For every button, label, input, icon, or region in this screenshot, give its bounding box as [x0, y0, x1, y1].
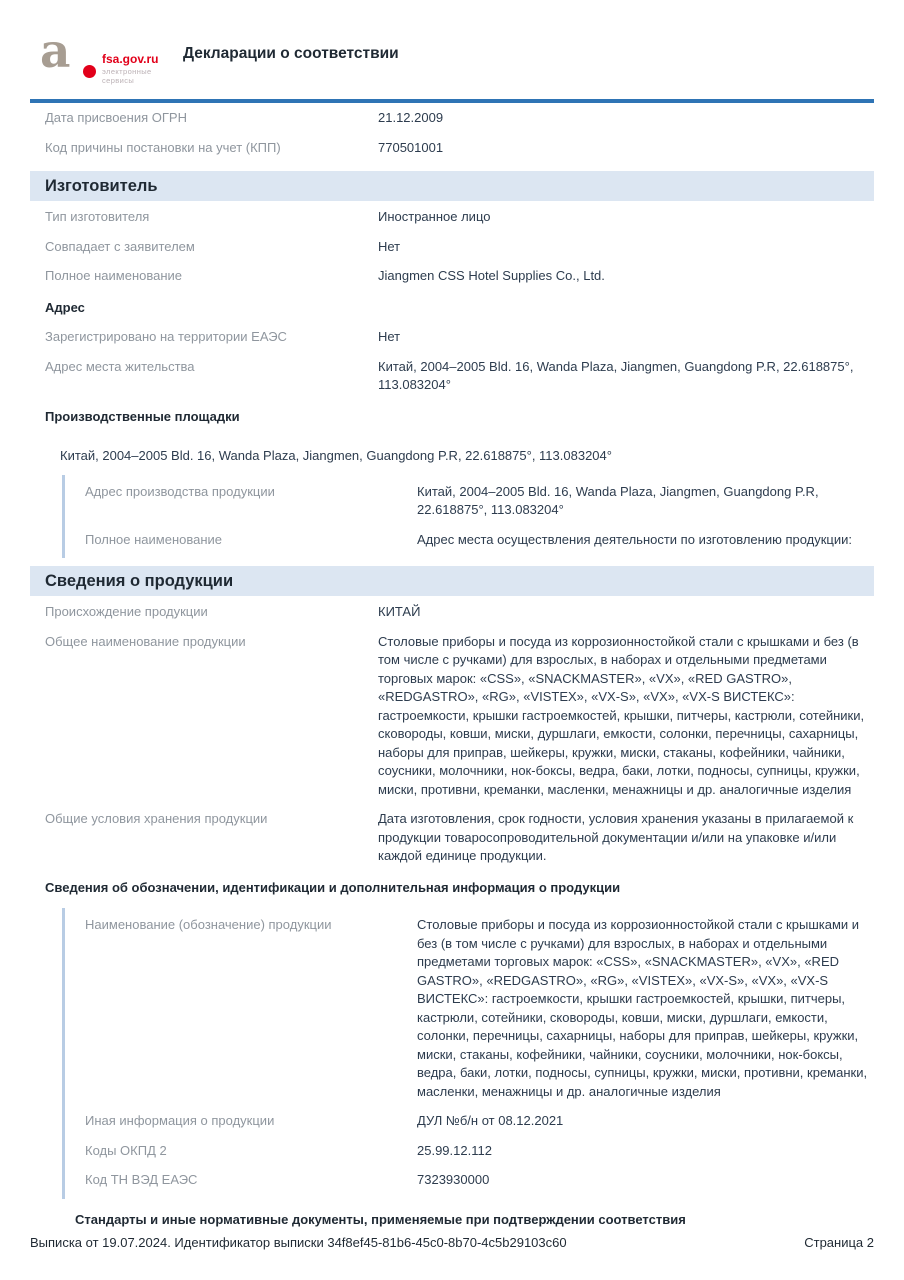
fsa-logo-a-icon: a — [40, 24, 71, 79]
subheading-identification: Сведения об обозначении, идентификации и дополнительная информация о продукции — [45, 879, 621, 895]
field-value: ДУЛ №б/н от 08.12.2021 — [417, 1113, 564, 1128]
field-value: Иностранное лицо — [378, 209, 491, 224]
field-label: Тип изготовителя — [45, 209, 150, 224]
fsa-logo-red-dot-icon — [83, 65, 96, 78]
field-row-ogrn-date — [30, 104, 874, 134]
field-row-okpd2-codes — [65, 1137, 874, 1167]
field-label: Адрес производства продукции — [85, 483, 275, 499]
field-row-tnved-code — [65, 1166, 874, 1196]
field-label: Общее наименование продукции — [45, 633, 246, 649]
fsa-logo-brand: fsa.gov.ru — [102, 52, 159, 66]
field-label: Дата присвоения ОГРН — [45, 110, 187, 125]
field-label: Иная информация о продукции — [85, 1113, 275, 1128]
field-value: Нет — [378, 238, 401, 254]
production-site-address-line: Китай, 2004–2005 Bld. 16, Wanda Plaza, Jiangmen, Guangdong P.R, 22.618875°, 113.083204° — [60, 448, 612, 463]
field-label: Полное наименование — [45, 268, 183, 283]
field-row-product-general-name — [30, 628, 874, 806]
field-label: Общие условия хранения продукции — [45, 811, 268, 826]
field-label: Код ТН ВЭД ЕАЭС — [85, 1172, 198, 1187]
field-label: Совпадает с заявителем — [45, 238, 195, 254]
field-row-full-name — [30, 262, 874, 292]
section-header-product-info: Сведения о продукции — [30, 566, 874, 596]
field-label: Происхождение продукции — [45, 604, 208, 619]
field-value: Столовые приборы и посуда из коррозионностойкой стали с крышками и без (в том числе с ручками) для взрослых, в наборах и отдельными предметами торговых марок: «CSS», «SNACKMASTER», «VX», «RED GASTRO», «REDGASTRO», «RG», «VISTEX», «VX-S», «VX», «VX-S ВИСТЕКС»: гастроемкости, крышки гастроемкостей, крышки, питчеры, кастрюли, сотейники, сковороды, ковши, миски, дуршлаги, емкости, солонки, перечницы, сахарницы, наборы для приправ, шейкеры, кружки, миски, стаканы, кофейники, чайники, соусники, молочники, нок-боксы, ведра, баки, лотки, подносы, супницы, кружки, миски, противни, креманки, масленки, менажницы и др. аналогичные изделия — [378, 633, 865, 797]
field-row-other-product-info — [65, 1107, 874, 1137]
product-identification-block — [62, 908, 874, 1199]
field-row-manufacturer-type — [30, 201, 874, 233]
field-row-registered-eaeu — [30, 323, 874, 353]
production-site-block — [62, 475, 874, 559]
field-value: Китай, 2004–2005 Bld. 16, Wanda Plaza, Jiangmen, Guangdong P.R, 22.618875°, 113.083204° — [417, 483, 819, 517]
field-value: 25.99.12.112 — [417, 1142, 492, 1158]
field-value: 21.12.2009 — [378, 110, 444, 125]
field-value: 7323930000 — [417, 1172, 490, 1187]
field-value: Адрес места осуществления деятельности по изготовлению продукции: — [417, 531, 853, 547]
field-row-residence-address — [30, 353, 874, 401]
document-footer — [30, 1234, 874, 1253]
field-label: Полное наименование — [85, 531, 223, 547]
field-value: 770501001 — [378, 139, 444, 155]
page-title: Декларации о соответствии — [183, 45, 399, 62]
document-header — [0, 0, 904, 90]
field-row-production-address — [65, 478, 874, 526]
extract-info: Выписка от 19.07.2024. Идентификатор выписки 34f8ef45-81b6-45c0-8b70-4c5b29103c60 — [30, 1234, 567, 1250]
field-row-storage-conditions — [30, 805, 874, 872]
subheading-production-sites: Производственные площадки — [45, 408, 240, 424]
field-value: КИТАЙ — [378, 604, 421, 619]
field-label: Код причины постановки на учет (КПП) — [45, 139, 281, 155]
field-row-production-full-name — [65, 526, 874, 556]
field-row-product-designation — [65, 911, 874, 1107]
page-number: Страница 2 — [804, 1234, 874, 1250]
fsa-logo-tagline: электронные сервисы — [102, 67, 152, 85]
fsa-logo — [40, 24, 183, 90]
subheading-address: Адрес — [45, 299, 85, 315]
section-header-manufacturer: Изготовитель — [30, 171, 874, 201]
field-row-same-as-applicant — [30, 233, 874, 263]
subheading-standards: Стандарты и иные нормативные документы, применяемые при подтверждении соответствия — [75, 1211, 686, 1227]
field-value: Дата изготовления, срок годности, условия хранения указаны в прилагаемой к продукции товаросопроводительной документации и/или на упаковке и/или каждой единице продукции. — [378, 811, 854, 863]
field-label: Наименование (обозначение) продукции — [85, 917, 332, 932]
field-value: Столовые приборы и посуда из коррозионностойкой стали с крышками и без (в том числе с ручками) для взрослых, в наборах и отдельными предметами торговых марок: «CSS», «SNACKMASTER», «VX», «RED GASTRO», «REDGASTRO», «RG», «VISTEX», «VX-S», «VX», «VX-S ВИСТЕКС»: гастроемкости, крышки гастроемкостей, крышки, питчеры, кастрюли, сотейники, сковороды, ковши, миски, дуршлаги, емкости, солонки, перечницы, сахарницы, наборы для приправ, шейкеры, кружки, миски, стаканы, кофейники, чайники, соусники, молочники, нок-боксы, ведра, баки, лотки, подносы, супницы, кружки, миски, противни, креманки, масленки, менажницы и др. аналогичные изделия — [417, 917, 868, 1099]
field-value: Китай, 2004–2005 Bld. 16, Wanda Plaza, Jiangmen, Guangdong P.R, 22.618875°, 113.083204° — [378, 358, 854, 392]
field-value: Нет — [378, 329, 401, 344]
field-label: Адрес места жительства — [45, 358, 195, 374]
document-content — [0, 103, 904, 1235]
field-row-kpp — [30, 134, 874, 164]
field-label: Зарегистрировано на территории ЕАЭС — [45, 329, 287, 344]
field-label: Коды ОКПД 2 — [85, 1142, 167, 1158]
field-row-product-origin — [30, 596, 874, 628]
field-value: Jiangmen CSS Hotel Supplies Co., Ltd. — [378, 268, 605, 283]
